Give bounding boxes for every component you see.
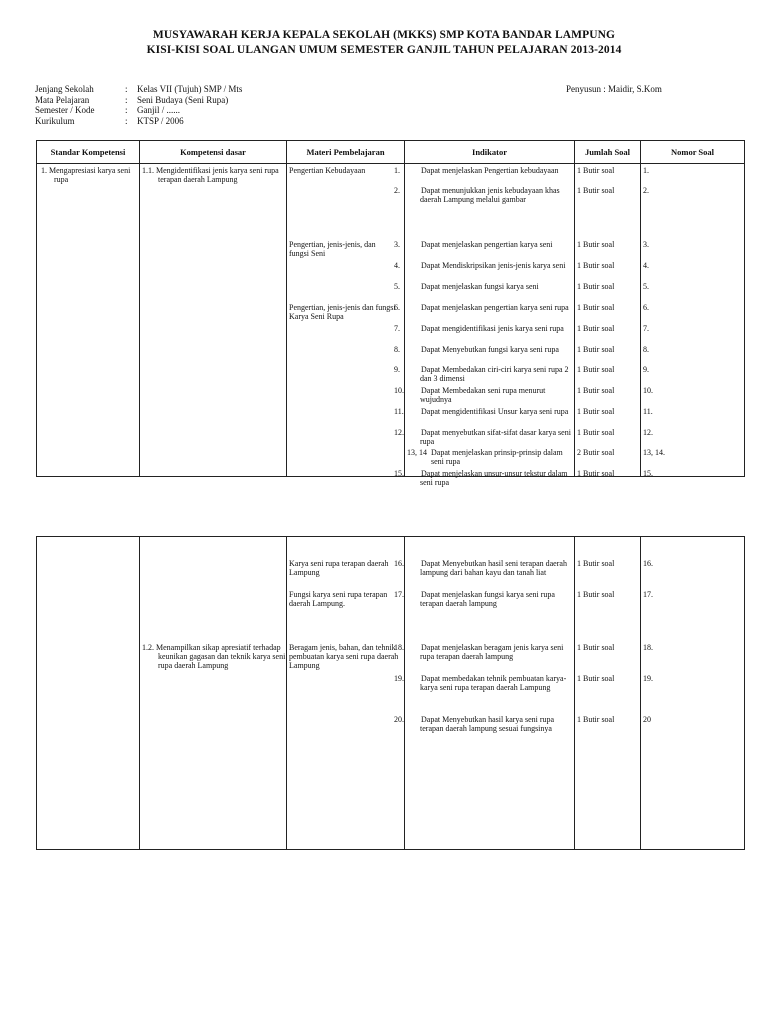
indikator-item: 2. Dapat menunjukkan jenis kebudayaan khas daerah Lampung melalui gambar bbox=[394, 186, 560, 204]
nomor-soal: 10. bbox=[643, 386, 653, 395]
materi-item: Fungsi karya seni rupa terapan daerah Lampung. bbox=[289, 590, 388, 608]
indikator-item: 12. Dapat menyebutkan sifat-sifat dasar karya seni rupa bbox=[394, 428, 571, 446]
materi-item: Pengertian, jenis-jenis dan fungsi Karya Seni Rupa bbox=[289, 303, 396, 321]
indikator-item: 6. Dapat menjelaskan pengertian karya seni rupa bbox=[394, 303, 569, 312]
col-kompetensi-dasar: Kompetensi dasar bbox=[140, 141, 287, 164]
indikator-item: 16. Dapat Menyebutkan hasil seni terapan daerah lampung dari bahan kayu dan tanah liat bbox=[394, 559, 567, 577]
kisi-kisi-table-2 bbox=[36, 536, 745, 850]
jumlah-soal: 1 Butir soal bbox=[577, 643, 615, 652]
nomor-soal: 8. bbox=[643, 345, 649, 354]
document-title-line-1: MUSYAWARAH KERJA KEPALA SEKOLAH (MKKS) SMP KOTA BANDAR LAMPUNG bbox=[152, 29, 616, 41]
nomor-soal: 19. bbox=[643, 674, 653, 683]
meta-row: Kurikulum : KTSP / 2006 bbox=[35, 115, 184, 126]
nomor-soal: 20 bbox=[643, 715, 651, 724]
col-jumlah-soal: Jumlah Soal bbox=[575, 141, 641, 164]
jumlah-soal: 1 Butir soal bbox=[577, 282, 615, 291]
nomor-soal: 3. bbox=[643, 240, 649, 249]
meta-value: Kelas VII (Tujuh) SMP / Mts bbox=[137, 84, 243, 94]
nomor-soal: 2. bbox=[643, 186, 649, 195]
indikator-item: 4. Dapat Mendiskripsikan jenis-jenis karya seni bbox=[394, 261, 566, 270]
meta-row: Mata Pelajaran : Seni Budaya (Seni Rupa) bbox=[35, 94, 229, 105]
materi-item: Beragam jenis, bahan, dan tehnik pembuatan karya seni rupa daerah Lampung bbox=[289, 643, 399, 670]
materi-item: Karya seni rupa terapan daerah Lampung bbox=[289, 559, 389, 577]
table-body-row bbox=[37, 164, 745, 477]
nomor-soal: 17. bbox=[643, 590, 653, 599]
nomor-soal: 7. bbox=[643, 324, 649, 333]
jumlah-soal: 1 Butir soal bbox=[577, 186, 615, 195]
indikator-item: 9. Dapat Membedakan ciri-ciri karya seni rupa 2 dan 3 dimensi bbox=[394, 365, 569, 383]
table-body-row bbox=[37, 537, 745, 850]
kompetensi-dasar-text: 1.1. Mengidentifikasi jenis karya seni rupa terapan daerah Lampung bbox=[142, 166, 279, 184]
jumlah-soal: 1 Butir soal bbox=[577, 428, 615, 437]
jumlah-soal: 1 Butir soal bbox=[577, 303, 615, 312]
nomor-soal: 4. bbox=[643, 261, 649, 270]
jumlah-soal: 1 Butir soal bbox=[577, 715, 615, 724]
jumlah-soal: 1 Butir soal bbox=[577, 166, 615, 175]
materi-item: Pengertian Kebudayaan bbox=[289, 166, 366, 175]
indikator-item: 5. Dapat menjelaskan fungsi karya seni bbox=[394, 282, 539, 291]
indikator-item: 20. Dapat Menyebutkan hasil karya seni rupa terapan daerah lampung sesuai fungsinya bbox=[394, 715, 555, 733]
jumlah-soal: 1 Butir soal bbox=[577, 324, 615, 333]
indikator-item: 19. Dapat membedakan tehnik pembuatan karya-karya seni rupa terapan daerah Lampung bbox=[394, 674, 567, 692]
nomor-soal: 16. bbox=[643, 559, 653, 568]
table-header-row bbox=[37, 141, 745, 164]
meta-value: Ganjil / ...... bbox=[137, 105, 180, 115]
indikator-item: 7. Dapat mengidentifikasi jenis karya seni rupa bbox=[394, 324, 564, 333]
nomor-soal: 12. bbox=[643, 428, 653, 437]
jumlah-soal: 1 Butir soal bbox=[577, 407, 615, 416]
penyusun: Penyusun : Maidir, S.Kom bbox=[566, 84, 662, 94]
nomor-soal: 13, 14. bbox=[643, 448, 665, 457]
indikator-item: 13, 14 Dapat menjelaskan prinsip-prinsip dalam seni rupa bbox=[407, 448, 563, 466]
kisi-kisi-table-1 bbox=[36, 140, 745, 487]
jumlah-soal: 1 Butir soal bbox=[577, 674, 615, 683]
document-title-line-2: KISI-KISI SOAL ULANGAN UMUM SEMESTER GANJIL TAHUN PELAJARAN 2013-2014 bbox=[146, 44, 622, 56]
indikator-item: 8. Dapat Menyebutkan fungsi karya seni rupa bbox=[394, 345, 559, 354]
indikator-item: 15. Dapat menjelaskan unsur-unsur tekstur dalam seni rupa bbox=[394, 469, 568, 487]
meta-label: Jenjang Sekolah bbox=[35, 84, 94, 94]
col-indikator: Indikator bbox=[405, 141, 575, 164]
jumlah-soal: 1 Butir soal bbox=[577, 469, 615, 478]
meta-row: Jenjang Sekolah : Kelas VII (Tujuh) SMP / Mts bbox=[35, 84, 243, 94]
indikator-item: 17. Dapat menjelaskan fungsi karya seni rupa terapan daerah lampung bbox=[394, 590, 555, 608]
jumlah-soal: 1 Butir soal bbox=[577, 345, 615, 354]
meta-value: KTSP / 2006 bbox=[137, 115, 184, 126]
kompetensi-dasar-text: 1.2. Menampilkan sikap apresiatif terhadap keunikan gagasan dan teknik karya seni rupa daerah Lampung bbox=[142, 643, 286, 670]
nomor-soal: 11. bbox=[643, 407, 653, 416]
jumlah-soal: 2 Butir soal bbox=[577, 448, 615, 457]
meta-label: Semester / Kode bbox=[35, 105, 95, 115]
materi-item: Pengertian, jenis-jenis, dan fungsi Seni bbox=[289, 240, 376, 258]
nomor-soal: 6. bbox=[643, 303, 649, 312]
standar-kompetensi-text: 1. Mengapresiasi karya seni rupa bbox=[41, 166, 131, 184]
meta-block bbox=[35, 84, 242, 126]
nomor-soal: 9. bbox=[643, 365, 649, 374]
nomor-soal: 15. bbox=[643, 469, 653, 478]
meta-row: Semester / Kode : Ganjil / ...... bbox=[35, 105, 180, 115]
jumlah-soal: 1 Butir soal bbox=[577, 590, 615, 599]
nomor-soal: 18. bbox=[643, 643, 653, 652]
col-materi-pembelajaran: Materi Pembelajaran bbox=[287, 141, 405, 164]
col-standar-kompetensi: Standar Kompetensi bbox=[37, 141, 140, 164]
jumlah-soal: 1 Butir soal bbox=[577, 365, 615, 374]
meta-label: Kurikulum bbox=[35, 115, 75, 126]
meta-label: Mata Pelajaran bbox=[35, 94, 90, 105]
jumlah-soal: 1 Butir soal bbox=[577, 240, 615, 249]
indikator-item: 1. Dapat menjelaskan Pengertian kebudayaan bbox=[394, 166, 559, 175]
nomor-soal: 5. bbox=[643, 282, 649, 291]
meta-value: Seni Budaya (Seni Rupa) bbox=[137, 94, 229, 105]
indikator-item: 18. Dapat menjelaskan beragam jenis karya seni rupa terapan daerah lampung bbox=[394, 643, 564, 661]
col-nomor-soal: Nomor Soal bbox=[641, 141, 745, 164]
jumlah-soal: 1 Butir soal bbox=[577, 386, 615, 395]
jumlah-soal: 1 Butir soal bbox=[577, 261, 615, 270]
indikator-item: 3. Dapat menjelaskan pengertian karya seni bbox=[394, 240, 553, 249]
jumlah-soal: 1 Butir soal bbox=[577, 559, 615, 568]
indikator-item: 11. Dapat mengidentifikasi Unsur karya seni rupa bbox=[394, 407, 569, 416]
indikator-item: 10. Dapat Membedakan seni rupa menurut wujudnya bbox=[394, 386, 546, 404]
nomor-soal: 1. bbox=[643, 166, 649, 175]
